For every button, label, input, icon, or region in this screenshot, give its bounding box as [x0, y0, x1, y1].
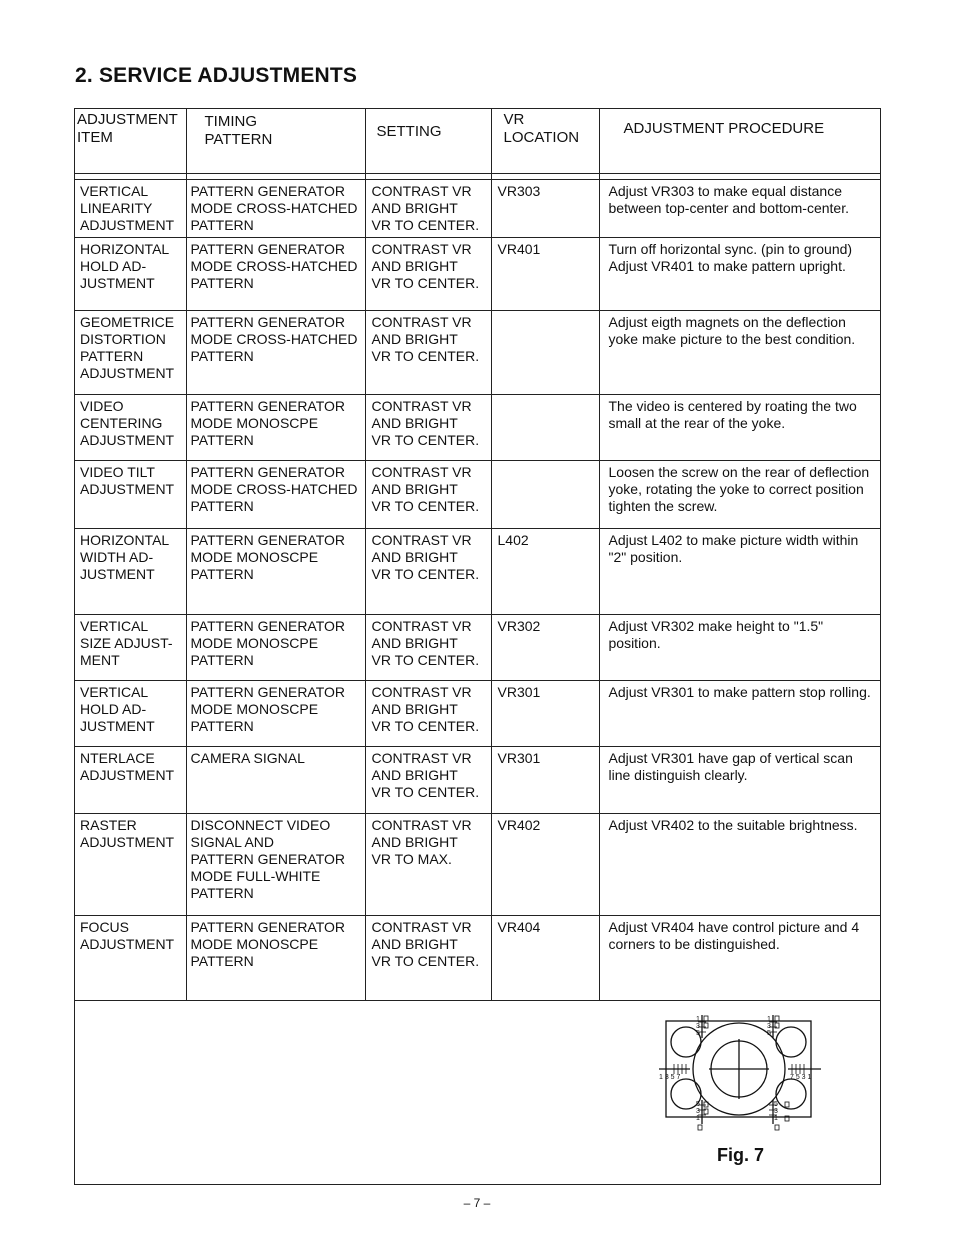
row-pattern-cell: PATTERN GENERATOR MODE MONOSCPE PATTERN: [186, 529, 365, 615]
row-setting-cell: CONTRAST VR AND BRIGHT VR TO CENTER.: [365, 916, 491, 1001]
row-setting-cell: CONTRAST VR AND BRIGHT VR TO CENTER.: [365, 395, 491, 461]
row-pattern-cell: PATTERN GENERATOR MODE CROSS-HATCHED PATTERN: [186, 180, 365, 238]
fig7-left-scale: 1 3 5 7: [659, 1074, 681, 1081]
row-pattern-cell: DISCONNECT VIDEO SIGNAL AND PATTERN GENERATOR MODE FULL-WHITE PATTERN: [186, 814, 365, 916]
row-setting-cell: CONTRAST VR AND BRIGHT VR TO CENTER.: [365, 747, 491, 814]
row-procedure-cell: Adjust VR402 to the suitable brightness.: [599, 814, 881, 916]
fig7-bottom-a-1: 5: [696, 1101, 700, 1108]
row-item-cell: HORIZONTAL WIDTH AD- JUSTMENT: [74, 529, 186, 615]
row-pattern-cell: CAMERA SIGNAL: [186, 747, 365, 814]
table-row: [74, 681, 881, 747]
fig7-top-b-2: 3: [767, 1023, 771, 1030]
row-vr-location-cell: [491, 395, 599, 461]
row-item-cell: RASTER ADJUSTMENT: [74, 814, 186, 916]
fig7-corner-circle-tr: [776, 1027, 806, 1057]
fig7-corner-circle-br: [776, 1079, 806, 1109]
header-adjustment-item: ADJUSTMENT ITEM: [74, 108, 186, 174]
row-pattern-cell: PATTERN GENERATOR MODE MONOSCPE PATTERN: [186, 615, 365, 681]
row-setting-cell: CONTRAST VR AND BRIGHT VR TO CENTER.: [365, 529, 491, 615]
table-row: [74, 615, 881, 681]
row-item-cell: NTERLACE ADJUSTMENT: [74, 747, 186, 814]
row-procedure-cell: Adjust eigth magnets on the deflection yoke make picture to the best condition.: [599, 311, 881, 395]
row-procedure-cell: Adjust VR303 to make equal distance between top-center and bottom-center.: [599, 180, 881, 238]
row-procedure-cell: Turn off horizontal sync. (pin to ground) Adjust VR401 to make pattern upright.: [599, 238, 881, 311]
table-row: [74, 395, 881, 461]
fig7-top-a-3: 5: [696, 1030, 700, 1037]
row-item-cell: VERTICAL SIZE ADJUST- MENT: [74, 615, 186, 681]
fig7-bottom-b-1: 5: [774, 1101, 778, 1108]
table-body: [74, 180, 881, 1001]
fig7-bottom-b-3: 1: [774, 1115, 778, 1122]
fig7-bottom-b-2: 3: [774, 1108, 778, 1115]
row-item-cell: HORIZONTAL HOLD AD- JUSTMENT: [74, 238, 186, 311]
row-procedure-cell: Adjust L402 to make picture width within "2" position.: [599, 529, 881, 615]
row-item-cell: VIDEO TILT ADJUSTMENT: [74, 461, 186, 529]
row-pattern-cell: PATTERN GENERATOR MODE CROSS-HATCHED PATTERN: [186, 311, 365, 395]
row-vr-location-cell: VR404: [491, 916, 599, 1001]
page-title: 2. SERVICE ADJUSTMENTS: [75, 64, 358, 87]
row-pattern-cell: PATTERN GENERATOR MODE MONOSCPE PATTERN: [186, 395, 365, 461]
row-vr-location-cell: [491, 461, 599, 529]
row-vr-location-cell: [491, 311, 599, 395]
row-setting-cell: CONTRAST VR AND BRIGHT VR TO CENTER.: [365, 311, 491, 395]
fig7-top-b-1: 1: [767, 1016, 771, 1023]
row-vr-location-cell: VR302: [491, 615, 599, 681]
row-setting-cell: CONTRAST VR AND BRIGHT VR TO MAX.: [365, 814, 491, 916]
row-setting-cell: CONTRAST VR AND BRIGHT VR TO CENTER.: [365, 681, 491, 747]
row-procedure-cell: Adjust VR301 have gap of vertical scan line distinguish clearly.: [599, 747, 881, 814]
table-row: [74, 461, 881, 529]
row-setting-cell: CONTRAST VR AND BRIGHT VR TO CENTER.: [365, 238, 491, 311]
fig7-top-a-2: 3: [696, 1023, 700, 1030]
fig7-top-a-1: 1: [696, 1016, 700, 1023]
fig7-top-b-3: 5: [767, 1030, 771, 1037]
row-vr-location-cell: VR301: [491, 747, 599, 814]
table-row: [74, 529, 881, 615]
table-row: [74, 311, 881, 395]
row-setting-cell: CONTRAST VR AND BRIGHT VR TO CENTER.: [365, 461, 491, 529]
row-pattern-cell: PATTERN GENERATOR MODE CROSS-HATCHED PATTERN: [186, 461, 365, 529]
table-row: [74, 747, 881, 814]
fig7-right-scale: 7 5 3 1: [790, 1074, 812, 1081]
table-row: [74, 180, 881, 238]
row-procedure-cell: Adjust VR302 make height to "1.5" position.: [599, 615, 881, 681]
header-adjustment-procedure: ADJUSTMENT PROCEDURE: [599, 108, 881, 174]
row-procedure-cell: The video is centered by roating the two small at the rear of the yoke.: [599, 395, 881, 461]
row-procedure-cell: Adjust VR301 to make pattern stop rolling.: [599, 681, 881, 747]
table-row: [74, 238, 881, 311]
header-setting: SETTING: [365, 108, 491, 174]
header-vr-location: VR LOCATION: [491, 108, 599, 174]
row-vr-location-cell: VR402: [491, 814, 599, 916]
fig7-monoscope-pattern: [655, 1012, 825, 1137]
page-number: – 7 –: [463, 1196, 491, 1210]
row-pattern-cell: PATTERN GENERATOR MODE MONOSCPE PATTERN: [186, 916, 365, 1001]
row-procedure-cell: Adjust VR404 have control picture and 4 corners to be distinguished.: [599, 916, 881, 1001]
row-item-cell: GEOMETRICE DISTORTION PATTERN ADJUSTMENT: [74, 311, 186, 395]
row-vr-location-cell: VR301: [491, 681, 599, 747]
row-item-cell: VERTICAL LINEARITY ADJUSTMENT: [74, 180, 186, 238]
table-row: [74, 916, 881, 1001]
adjustment-table: [74, 108, 881, 1001]
row-item-cell: VIDEO CENTERING ADJUSTMENT: [74, 395, 186, 461]
row-vr-location-cell: L402: [491, 529, 599, 615]
row-setting-cell: CONTRAST VR AND BRIGHT VR TO CENTER.: [365, 180, 491, 238]
row-pattern-cell: PATTERN GENERATOR MODE CROSS-HATCHED PATTERN: [186, 238, 365, 311]
row-procedure-cell: Loosen the screw on the rear of deflection yoke, rotating the yoke to correct position tighten the screw.: [599, 461, 881, 529]
table-row: [74, 814, 881, 916]
figure-caption: Fig. 7: [717, 1145, 765, 1165]
fig7-bottom-a-3: 1: [696, 1115, 700, 1122]
row-vr-location-cell: VR303: [491, 180, 599, 238]
row-item-cell: VERTICAL HOLD AD- JUSTMENT: [74, 681, 186, 747]
row-item-cell: FOCUS ADJUSTMENT: [74, 916, 186, 1001]
row-vr-location-cell: VR401: [491, 238, 599, 311]
row-setting-cell: CONTRAST VR AND BRIGHT VR TO CENTER.: [365, 615, 491, 681]
fig7-bottom-a-2: 3: [696, 1108, 700, 1115]
row-pattern-cell: PATTERN GENERATOR MODE MONOSCPE PATTERN: [186, 681, 365, 747]
header-timing-pattern: TIMING PATTERN: [186, 108, 365, 174]
table-header-row: [74, 108, 881, 174]
